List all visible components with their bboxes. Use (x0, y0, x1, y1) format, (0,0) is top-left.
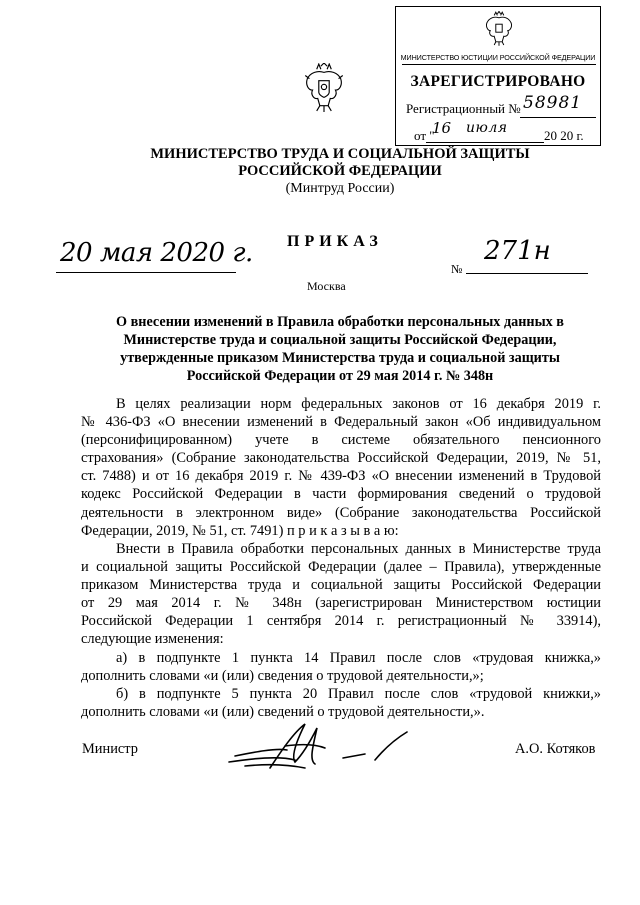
text-line: приказом Министерства труда и социальной защиты Российской Федерации (81, 577, 601, 594)
text-line: № 436-ФЗ «О внесении изменений в Федеральный закон «Об индивидуальном (81, 414, 601, 431)
stamp-date-month: июля (466, 120, 508, 136)
text-line: дополнить словами «и (или) сведений о трудовой деятельности,». (81, 704, 485, 721)
stamp-registered-title: ЗАРЕГИСТРИРОВАНО (410, 73, 586, 90)
text-line: В целях реализации норм федеральных законов от 16 декабря 2019 г. (116, 396, 601, 412)
order-number-underline (466, 273, 588, 274)
stamp-divider (402, 64, 596, 65)
handwritten-signature-icon (225, 718, 420, 778)
document-title-line: Министерстве труда и социальной защиты Российской Федерации, (123, 332, 557, 348)
text-line: от 29 мая 2014 г. № 348н (зарегистрирован Министерством юстиции (81, 595, 601, 612)
preamble-paragraph (81, 395, 601, 540)
text-line: Федерации, 2019, № 51, ст. 7491) п р и к а з ы в а ю: (81, 522, 399, 539)
stamp-ministry-name: МИНИСТЕРСТВО ЮСТИЦИИ РОССИЙСКОЙ ФЕДЕРАЦИИ (400, 53, 596, 62)
stamp-reg-number: 58981 (523, 93, 583, 113)
order-date-handwritten: 20 мая 2020 г. (60, 238, 253, 268)
signatory-name: А.О. Котяков (515, 741, 596, 757)
ministry-name-line1: МИНИСТЕРСТВО ТРУДА И СОЦИАЛЬНОЙ ЗАЩИТЫ (150, 146, 530, 162)
stamp-date-underline (426, 142, 544, 143)
stamp-date-day: 16 (432, 119, 452, 137)
coat-of-arms-icon (303, 63, 345, 113)
document-title-line: Российской Федерации от 29 мая 2014 г. № 348н (186, 368, 494, 384)
stamp-reg-number-label: Регистрационный № (406, 101, 521, 116)
subpoint-a-paragraph (81, 649, 601, 685)
text-line: деятельности в электронном виде» (Собрание законодательства Российской (81, 504, 601, 521)
stamp-date-prefix: от " (414, 128, 435, 143)
text-line: Российской Федерации 1 сентября 2014 г. регистрационный № 33914), (81, 613, 601, 630)
text-line: дополнить словами «и (или) сведения о трудовой деятельности,»; (81, 668, 484, 685)
document-title-line: утвержденные приказом Министерства труда и социальной защиты (120, 350, 560, 366)
order-number-sign: № (451, 262, 463, 276)
subpoint-b-paragraph (81, 685, 601, 721)
text-line: страхования» (Собрание законодательства Российской Федерации, 2019, № 51, (81, 450, 601, 467)
text-line: следующие изменения: (81, 631, 224, 648)
amendment-paragraph (81, 540, 601, 649)
ministry-short-name: (Минтруд России) (285, 181, 395, 196)
order-title: ПРИКАЗ (287, 233, 383, 250)
registration-stamp (395, 6, 601, 146)
text-line: б) в подпункте 5 пункта 20 Правил после слов «трудовой книжки,» (116, 686, 601, 702)
text-line: ст. 7488) и от 16 декабря 2019 г. № 439-ФЗ «О внесении изменений в Трудовой (81, 468, 601, 485)
order-number-handwritten: 271н (484, 236, 551, 266)
order-date-underline (56, 272, 236, 273)
text-line: Внести в Правила обработки персональных данных в Министерстве труда (116, 541, 601, 557)
ministry-name-line2: РОССИЙСКОЙ ФЕДЕРАЦИИ (238, 163, 442, 179)
text-line: кодекс Российской Федерации в части формирования сведений о трудовой (81, 486, 601, 503)
text-line: (персонифицированном) учете в системе обязательного пенсионного (81, 432, 601, 449)
stamp-reg-number-underline (520, 117, 596, 118)
order-city: Москва (307, 279, 346, 293)
signatory-position: Министр (82, 741, 138, 757)
text-line: а) в подпункте 1 пункта 14 Правил после слов «трудовая книжка,» (116, 650, 601, 666)
document-title-line: О внесении изменений в Правила обработки персональных данных в (116, 314, 564, 330)
text-line: и социальной защиты Российской Федерации (далее – Правила), утвержденные (81, 559, 601, 576)
stamp-date-year: 20 20 г. (544, 128, 584, 143)
eagle-emblem-icon (483, 11, 515, 47)
